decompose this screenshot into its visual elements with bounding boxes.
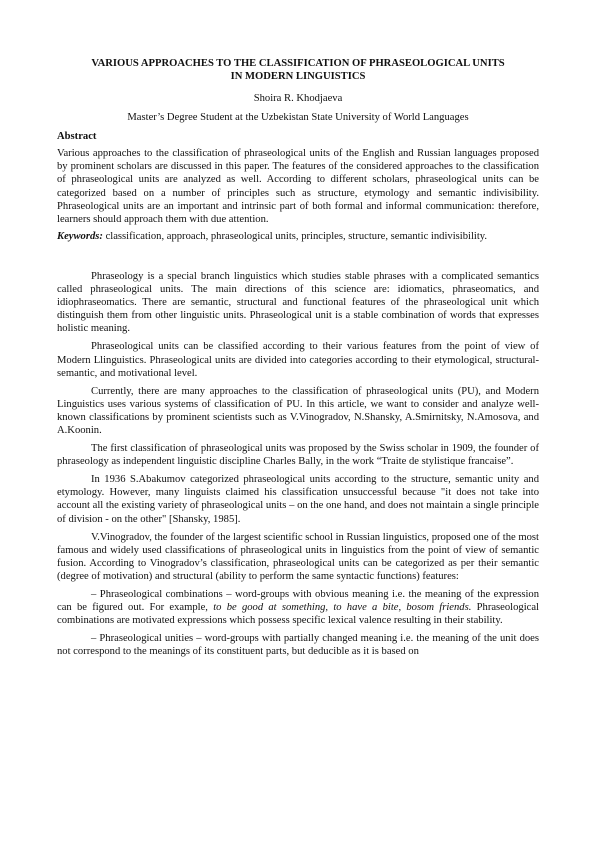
keywords-label: Keywords:	[57, 230, 103, 242]
combinations-lead: – Phraseological combinations – word-groups with obvious meaning i.e. the meaning of the expression can be figured out. For example,	[57, 589, 539, 614]
body-text	[57, 270, 539, 659]
keywords	[57, 230, 539, 243]
body-paragraph: Phraseology is a special branch linguistics which studies stable phrases with a complicated semantics called phraseological units. The main directions of this science are: idiomatics, phraseomatics, and idiophraseomatics. There are semantic, structural and functional features of the phraseological unit which distinguish them from other linguistic units. Phraseological unit is a stable combination of words that expresses holistic meaning.	[57, 270, 539, 335]
combinations-tail: Phraseological combinations are motivated expressions which possess specific lexical valence resulting in their stability.	[57, 602, 539, 627]
author-affiliation: Master’s Degree Student at the Uzbekistan State University of World Languages	[127, 112, 469, 124]
paper-title	[57, 57, 539, 83]
paper-page	[57, 57, 539, 658]
body-paragraph: V.Vinogradov, the founder of the largest scientific school in Russian linguistics, proposed one of the most famous and widely used classifications of phraseological units in linguistics from the point of view of semantic fusion. According to Vinogradov’s classification, phraseological units can be categorized as per their semantic (degree of motivation) and structural (ability to perform the same syntactic functions) features:	[57, 531, 539, 582]
combinations-paragraph	[57, 588, 539, 627]
body-paragraph: The first classification of phraseological units was proposed by the Swiss scholar in 1909, the founder of phraseology as independent linguistic discipline Charles Bally, in the work “Traite de stylistique francaise”.	[57, 443, 539, 468]
combinations-examples: to be good at something, to have a bite, bosom friends.	[213, 602, 472, 614]
author-name: Shoira R. Khodjaeva	[253, 93, 343, 104]
body-paragraph: Currently, there are many approaches to the classification of phraseological units (PU), and Modern Linguistics uses various systems of classification of PU. In this article, we want to consider and analyze well-known classifications by prominent scientists such as V.Vinogradov, N.Shansky, A.Smirnitsky, N.Amosova, and A.Koonin.	[57, 385, 539, 436]
unities-paragraph: – Phraseological unities – word-groups with partially changed meaning i.e. the meaning of the unit does not correspond to the meanings of its constituent parts, but deducible as it is based on	[57, 633, 539, 658]
title-line-1: VARIOUS APPROACHES TO THE CLASSIFICATION OF PHRASEOLOGICAL UNITS	[91, 58, 505, 69]
body-paragraph: In 1936 S.Abakumov categorized phraseological units according to the structure, semantic unity and etymology. However, many linguists claimed his classification unsuccessful because "it does not take into account all the existing variety of phraseological units – on the one hand, and does not maintain a single principle of division - on the other" [Shansky, 1985].	[57, 474, 539, 525]
title-line-2: IN MODERN LINGUISTICS	[230, 71, 366, 82]
abstract-text: Various approaches to the classification of phraseological units of the English and Russian languages proposed by prominent scholars are discussed in this paper. The features of the considered approaches to the classification of phraseological units are analyzed as well. According to different scholars, phraseological units can be categorized based on a number of principles such as structure, etymology and semantic indivisibility. Phraseological units are an important and intrinsic part of both formal and informal communication: therefore, learners should approach them with due attention.	[57, 148, 539, 225]
keywords-text: classification, approach, phraseological units, principles, structure, semantic indivisibility.	[105, 230, 488, 242]
abstract-heading: Abstract	[57, 131, 97, 143]
body-paragraph: Phraseological units can be classified according to their various features from the point of view of Modern Llinguistics. Phraseological units are divided into categories according to their etymological, structural-semantic, and motivational level.	[57, 341, 539, 379]
